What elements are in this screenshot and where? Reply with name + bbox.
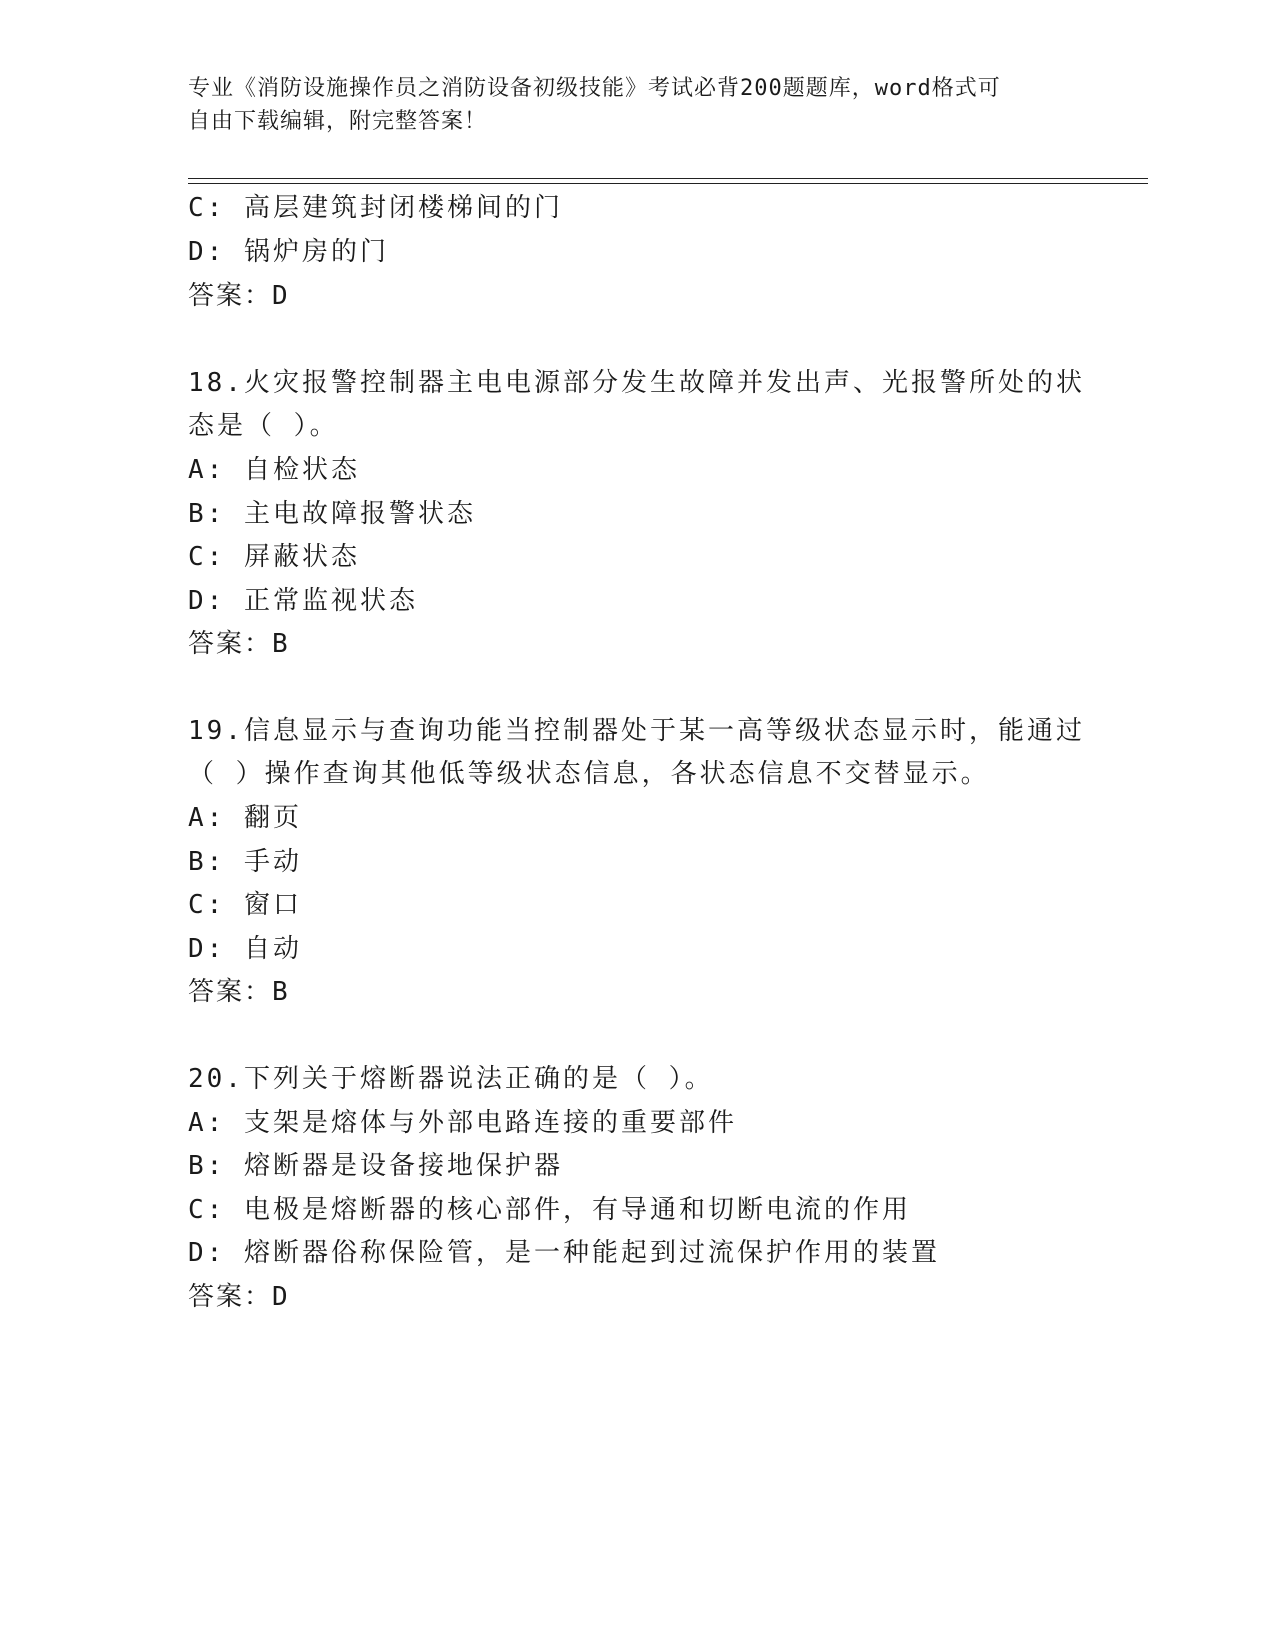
q18-stem-line-1: 18.火灾报警控制器主电电源部分发生故障并发出声、光报警所处的状 — [188, 368, 1085, 398]
q19-option-c: C: 窗口 — [188, 890, 302, 920]
q17-answer: 答案：D — [188, 281, 290, 311]
q19-stem-line-2: （ ）操作查询其他低等级状态信息，各状态信息不交替显示。 — [188, 759, 990, 789]
q18-stem-line-2: 态是（ ）。 — [188, 411, 339, 441]
q18-option-d: D: 正常监视状态 — [188, 586, 418, 616]
q20-option-d: D: 熔断器俗称保险管，是一种能起到过流保护作用的装置 — [188, 1238, 940, 1268]
q19-option-a: A: 翻页 — [188, 803, 302, 833]
q19-option-d: D: 自动 — [188, 934, 302, 964]
q20-option-b: B: 熔断器是设备接地保护器 — [188, 1151, 563, 1181]
q19-stem-line-1: 19.信息显示与查询功能当控制器处于某一高等级状态显示时，能通过 — [188, 716, 1085, 746]
q19-answer: 答案：B — [188, 977, 290, 1007]
header-divider-bottom — [188, 183, 1148, 184]
q19-option-b: B: 手动 — [188, 847, 302, 877]
q20-option-c: C: 电极是熔断器的核心部件，有导通和切断电流的作用 — [188, 1195, 911, 1225]
header-line-2: 自由下载编辑，附完整答案！ — [188, 109, 488, 134]
q17-option-c: C: 高层建筑封闭楼梯间的门 — [188, 193, 563, 223]
q17-option-d: D: 锅炉房的门 — [188, 237, 389, 267]
q18-option-b: B: 主电故障报警状态 — [188, 499, 476, 529]
q20-stem-line-1: 20.下列关于熔断器说法正确的是（ ）。 — [188, 1064, 714, 1094]
q18-option-c: C: 屏蔽状态 — [188, 542, 360, 572]
q18-option-a: A: 自检状态 — [188, 455, 360, 485]
document-header — [188, 72, 1088, 138]
q20-answer: 答案：D — [188, 1282, 290, 1312]
q18-answer: 答案：B — [188, 629, 290, 659]
header-line-1: 专业《消防设施操作员之消防设备初级技能》考试必背200题题库，word格式可 — [188, 76, 1001, 101]
header-divider-top — [188, 178, 1148, 179]
q20-option-a: A: 支架是熔体与外部电路连接的重要部件 — [188, 1108, 737, 1138]
